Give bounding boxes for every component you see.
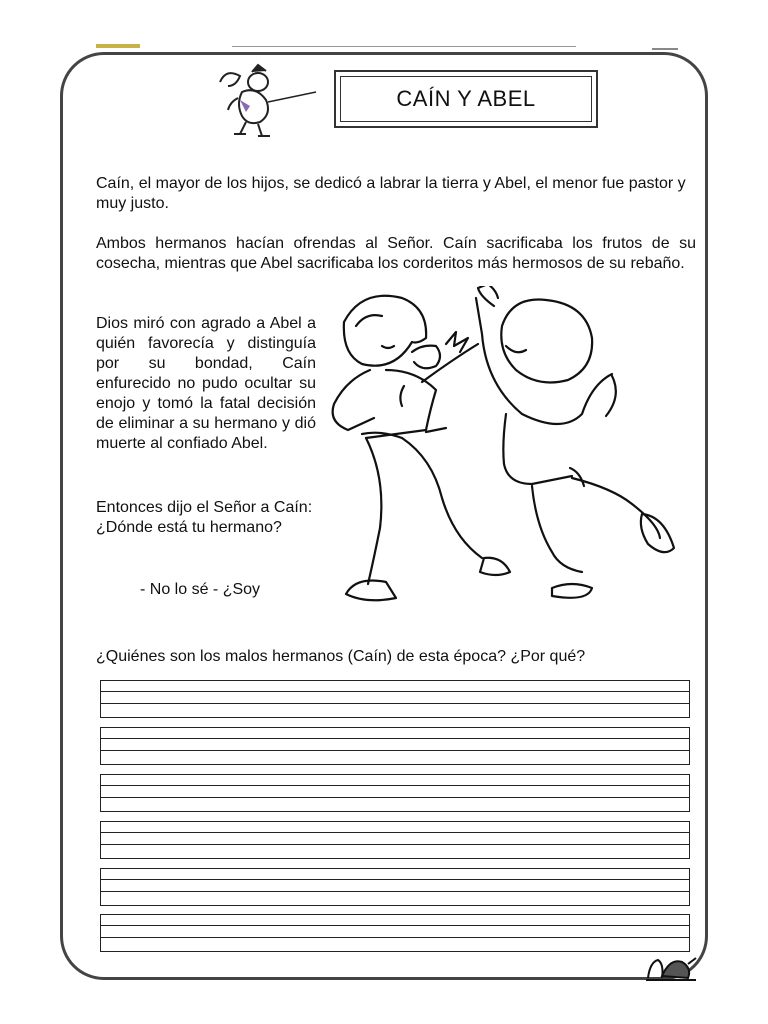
paragraph-1: Caín, el mayor de los hijos, se dedicó a labrar la tierra y Abel, el menor fue pastor y muy justo. [96,175,686,212]
header-rule [232,46,576,47]
page-title: CAÍN Y ABEL [340,76,592,122]
answer-box-2[interactable] [100,727,690,765]
small-doodle-icon [644,952,700,982]
two-boys-fighting-illustration [326,286,690,626]
title-box [334,70,598,128]
paragraph-4-line-1: Entonces dijo el Señor a Caín: [96,499,313,516]
header-mark-left [96,44,140,48]
cartoon-character-icon [212,62,324,138]
worksheet-question: ¿Quiénes son los malos hermanos (Caín) de esta época? ¿Por qué? [96,648,586,665]
paragraph-2: Ambos hermanos hacían ofrendas al Señor. Caín sacrificaba los frutos de su cosecha, mientras que Abel sacrificaba los corderitos más hermosos de su rebaño. [96,235,696,272]
paragraph-5: - No lo sé - ¿Soy [140,581,261,598]
answer-box-3[interactable] [100,774,690,812]
paragraph-4 [96,498,316,538]
header-mark-right [652,42,678,50]
answer-box-4[interactable] [100,821,690,859]
answer-box-6[interactable] [100,914,690,952]
paragraph-4-line-2: ¿Dónde está tu hermano? [96,519,282,536]
answer-box-1[interactable] [100,680,690,718]
paragraph-3: Dios miró con agrado a Abel a quién favorecía y distinguía por su bondad, Caín enfurecido no pudo ocultar su enojo y tomó la fatal decisión de eliminar a su hermano y dió muerte al confiado Abel. [96,315,316,452]
answer-box-5[interactable] [100,868,690,906]
